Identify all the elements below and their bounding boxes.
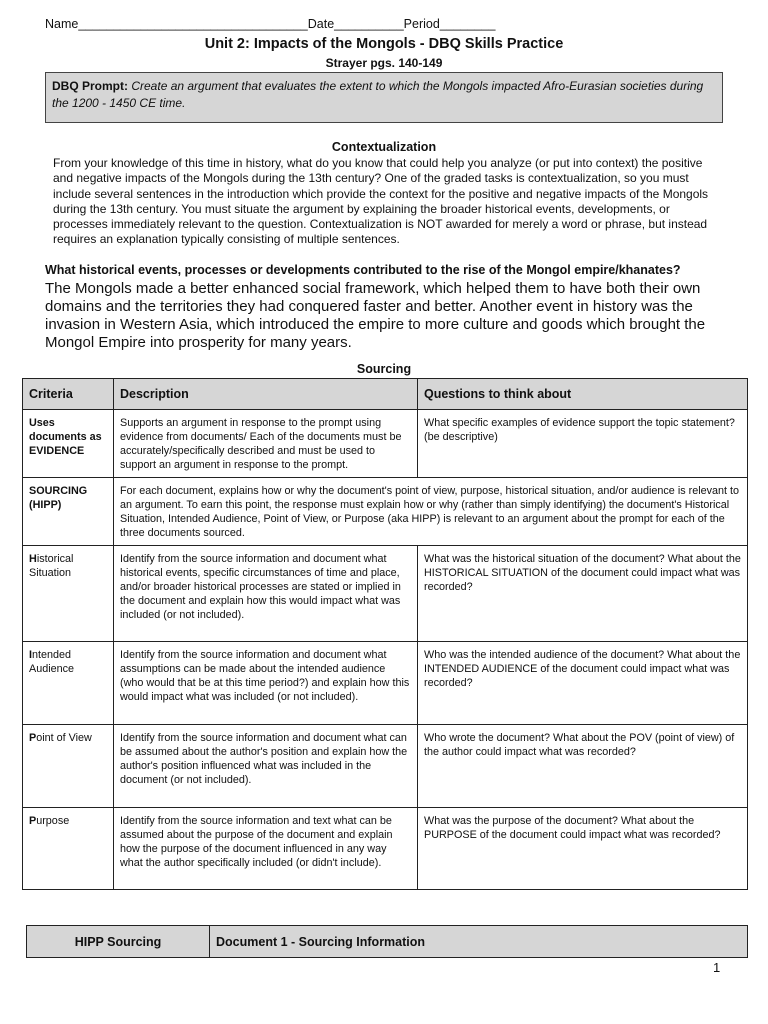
page-subtitle: Strayer pgs. 140-149 bbox=[325, 56, 443, 70]
description-cell: Supports an argument in response to the prompt using evidence from documents/ Each of the documents must be accurately/specifically described and must be used to support an argument in response to the prompt. bbox=[114, 410, 418, 478]
name-date-period-line: Name_________________________________Date__________Period________ bbox=[45, 17, 496, 31]
column-header: Questions to think about bbox=[418, 379, 748, 410]
contextualization-answer[interactable]: The Mongols made a better enhanced social framework, which helped them to have both their own domains and the territories they had conquered faster and better. Another event in history was the invasion in Western Asia, which introduced the empire to more culture and goods which brought the Mongol Empire into prosperity for many years. bbox=[45, 280, 706, 351]
dbq-prompt-label: DBQ Prompt: bbox=[52, 79, 128, 93]
sourcing-heading: Sourcing bbox=[356, 362, 412, 376]
table-header-row bbox=[23, 379, 748, 410]
questions-cell: Who wrote the document? What about the POV (point of view) of the author could impact what was recorded? bbox=[418, 725, 748, 808]
contextualization-question: What historical events, processes or developments contributed to the rise of the Mongol empire/khanates? bbox=[45, 263, 681, 277]
description-cell: Identify from the source information and document what can be assumed about the author's position and explain how the author's position influenced what was included in the document (or not included). bbox=[114, 725, 418, 808]
page-title: Unit 2: Impacts of the Mongols - DBQ Skills Practice bbox=[204, 36, 564, 52]
contextualization-body: From your knowledge of this time in history, what do you know that could help you analyze (or put into context) the positive and negative impacts of the Mongols during the 13th century? One of the graded tasks is contextualization, so you must include several sentences in the introduction which provide the context for the positive and negative impacts of the Mongols during the 13th century. You must situate the argument by explaining the broader historical events, developments, or processes immediately relevant to the question. Contextualization is NOT awarded for merely a word or phrase, but instead requires an explanation typically consisting of multiple sentences. bbox=[53, 156, 709, 247]
column-header: HIPP Sourcing bbox=[27, 926, 210, 958]
dbq-prompt-text: Create an argument that evaluates the extent to which the Mongols impacted Afro-Eurasian societies during the 1200 - 1450 CE time. bbox=[52, 79, 704, 110]
criteria-cell: Point of View bbox=[23, 725, 114, 808]
criteria-cell: SOURCING (HIPP) bbox=[23, 478, 114, 546]
questions-cell: What was the purpose of the document? What about the PURPOSE of the document could impact what was recorded? bbox=[418, 808, 748, 890]
dbq-prompt-box bbox=[45, 72, 723, 123]
table-row bbox=[23, 642, 748, 725]
column-header: Description bbox=[114, 379, 418, 410]
page-number: 1 bbox=[713, 960, 721, 975]
description-cell: Identify from the source information and document what assumptions can be made about the intended audience (who would that be at this time period?) and explain how this would impact what was included (or not included). bbox=[114, 642, 418, 725]
sourcing-table bbox=[22, 378, 748, 890]
table-row bbox=[23, 725, 748, 808]
column-header: Criteria bbox=[23, 379, 114, 410]
description-cell: Identify from the source information and document what historical events, specific circumstances of time and place, and/or broader historical processes are stated or implied in the document and explain how this would impact what was included (or not included). bbox=[114, 546, 418, 642]
criteria-cell: Intended Audience bbox=[23, 642, 114, 725]
criteria-cell: Historical Situation bbox=[23, 546, 114, 642]
table-row bbox=[23, 546, 748, 642]
criteria-cell: Purpose bbox=[23, 808, 114, 890]
questions-cell: What was the historical situation of the document? What about the HISTORICAL SITUATION of the document could impact what was recorded? bbox=[418, 546, 748, 642]
description-cell: For each document, explains how or why the document's point of view, purpose, historical situation, and/or audience is relevant to an argument. To earn this point, the response must explain how or why (rather than simply identifying) the document's Historical Situation, Intended Audience, Point of View, or Purpose (aka HIPP) is relevant to an argument about the prompt for each of the three documents sourced. bbox=[114, 478, 748, 546]
criteria-cell: Uses documents as EVIDENCE bbox=[23, 410, 114, 478]
questions-cell: Who was the intended audience of the document? What about the INTENDED AUDIENCE of the document could impact what was recorded? bbox=[418, 642, 748, 725]
column-header: Document 1 - Sourcing Information bbox=[210, 926, 748, 958]
questions-cell: What specific examples of evidence support the topic statement? (be descriptive) bbox=[418, 410, 748, 478]
table-row bbox=[23, 478, 748, 546]
hipp-sourcing-table bbox=[26, 925, 748, 958]
table-header-row bbox=[27, 926, 748, 958]
description-cell: Identify from the source information and text what can be assumed about the purpose of the document and explain how the purpose of the document influenced in any way what the author specifically included (or didn't include). bbox=[114, 808, 418, 890]
table-row bbox=[23, 410, 748, 478]
table-row bbox=[23, 808, 748, 890]
contextualization-heading: Contextualization bbox=[331, 140, 437, 154]
